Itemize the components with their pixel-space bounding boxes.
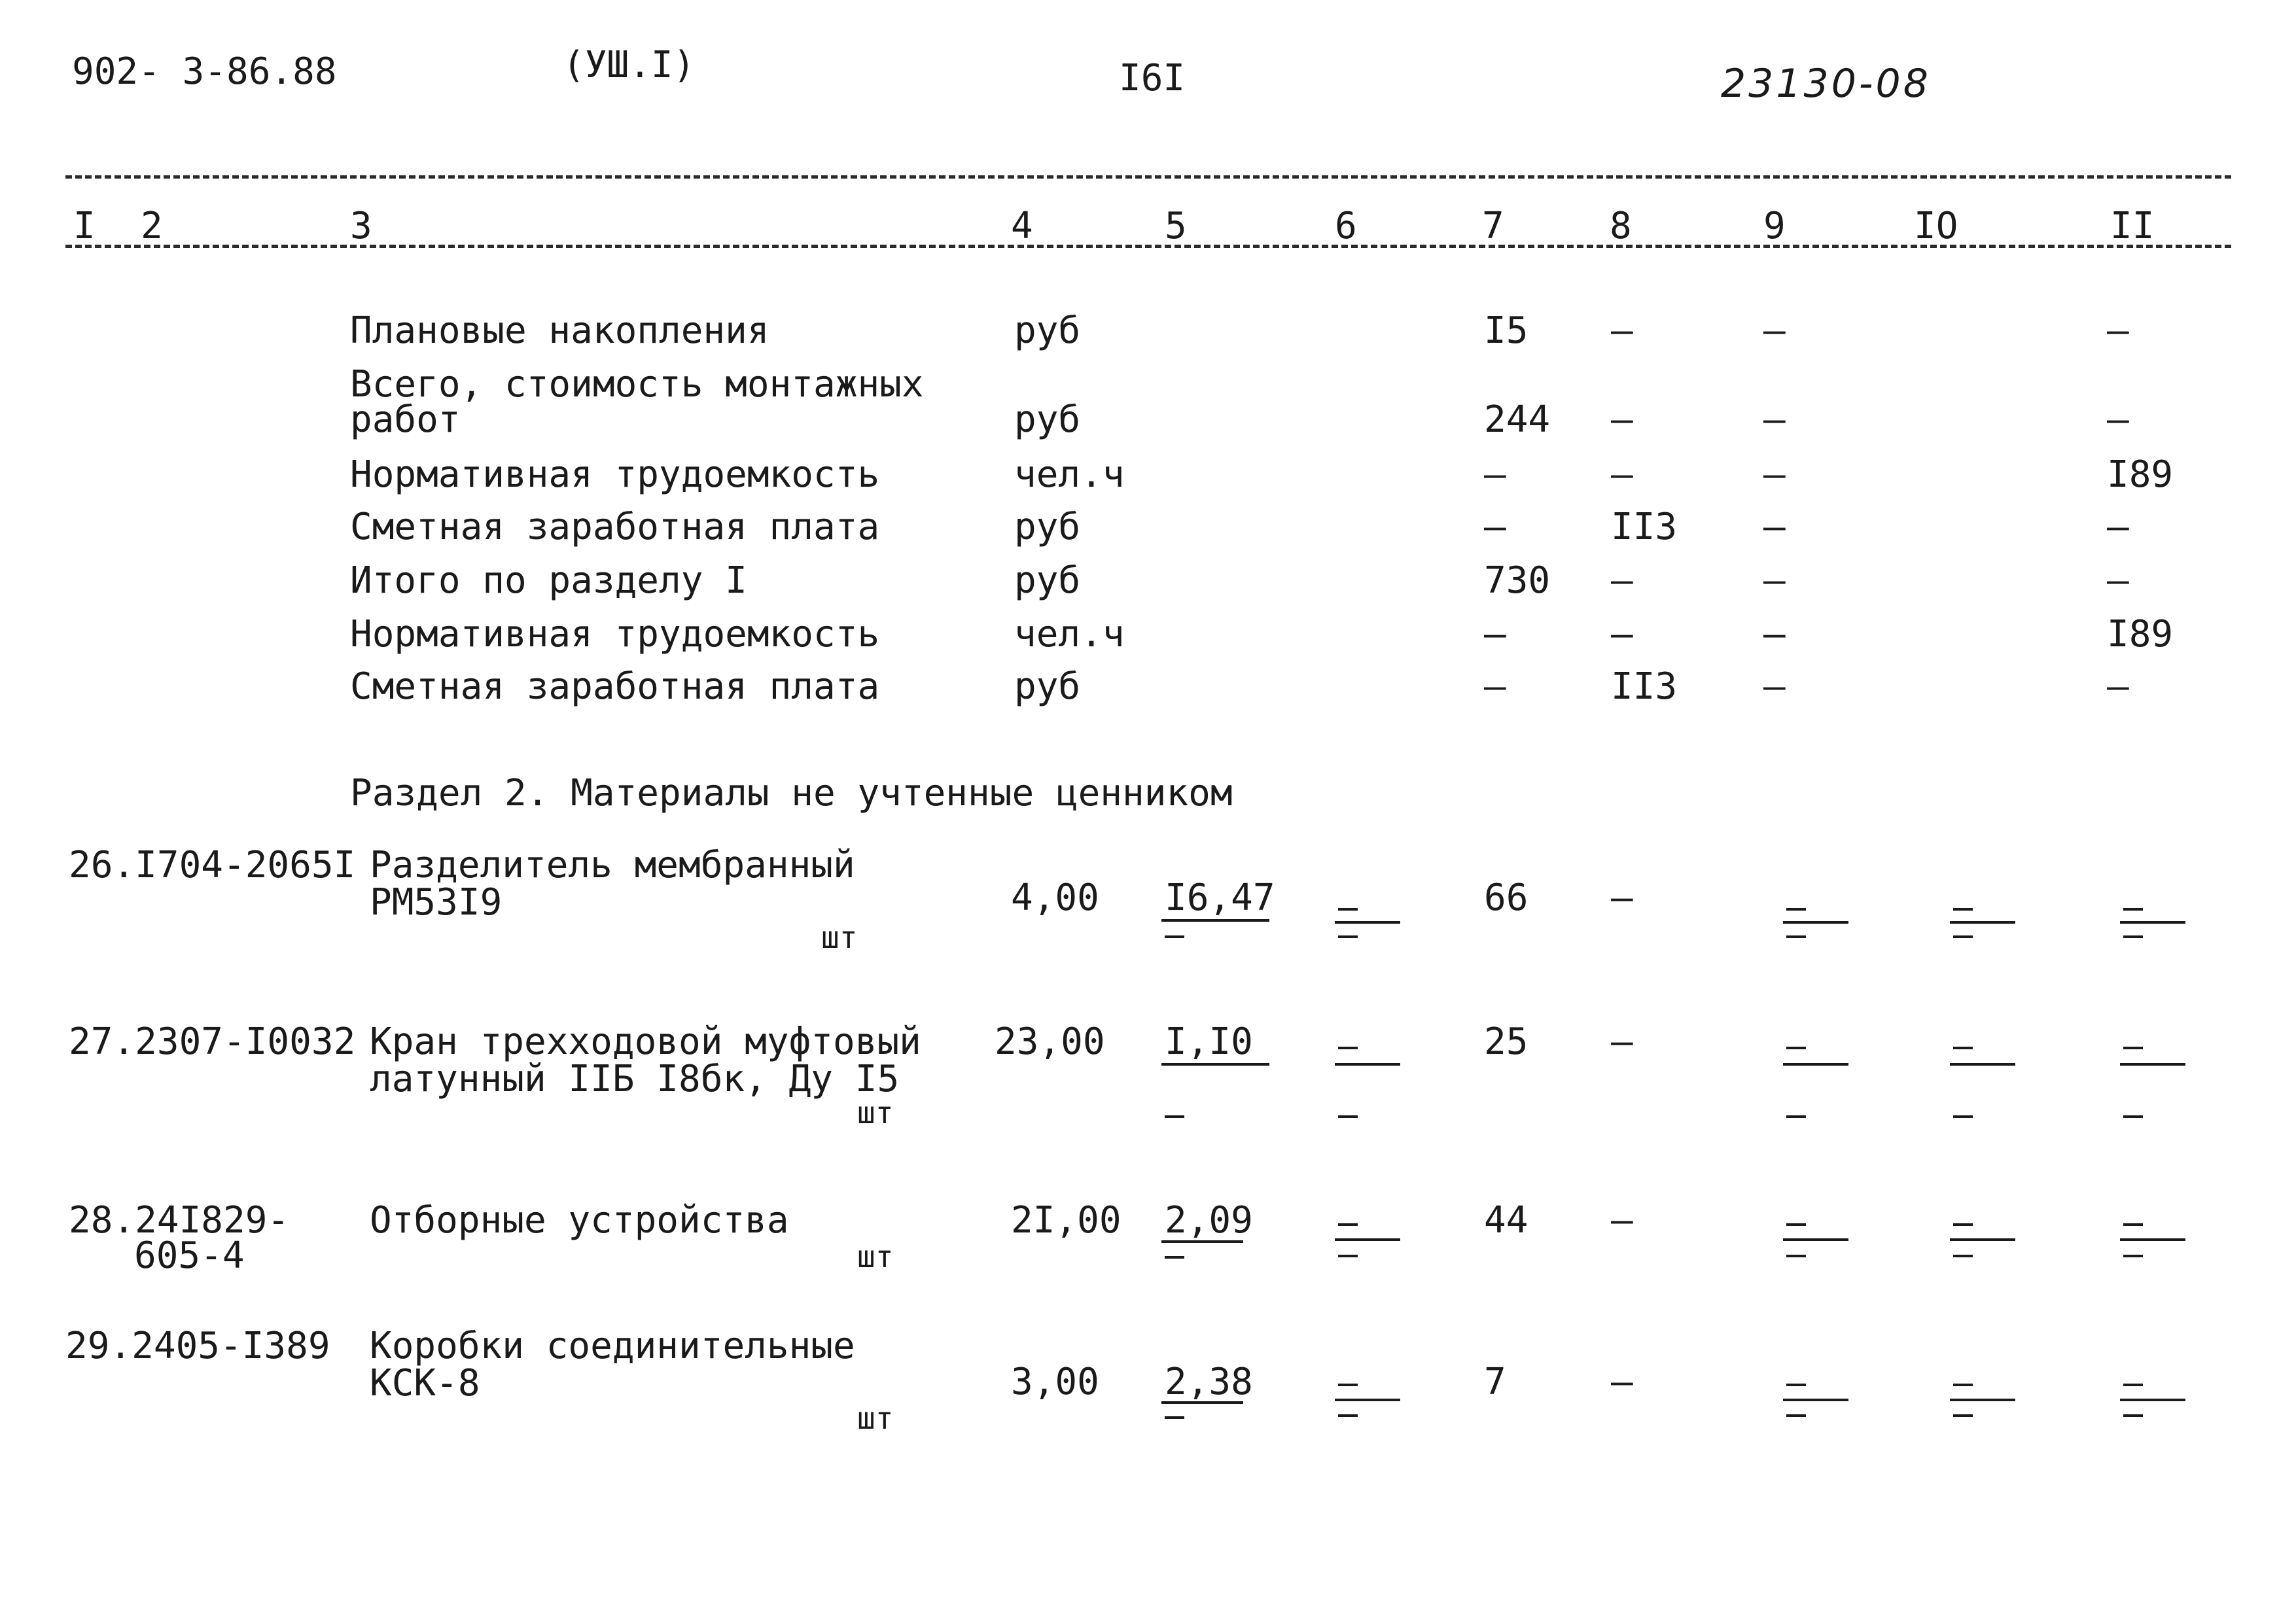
dash-mark <box>1953 1223 1973 1226</box>
item-unit: шт <box>857 1239 894 1274</box>
item-code-cont: 605-4 <box>134 1234 245 1277</box>
row-unit: руб <box>1014 506 1081 548</box>
column-header: 2 <box>141 205 163 247</box>
dash-mark <box>1953 1255 1973 1257</box>
dash-mark <box>2123 1384 2143 1386</box>
row-col9: – <box>1763 665 1786 708</box>
row-col8: – <box>1611 309 1633 352</box>
row-col11: I89 <box>2107 453 2174 496</box>
dash-mark <box>2123 908 2143 911</box>
item-name: Коробки соединительные <box>370 1325 855 1367</box>
row-col8: – <box>1611 559 1633 602</box>
item-code: 29.2405-I389 <box>65 1325 330 1367</box>
underline <box>1783 1063 1848 1066</box>
item-total: 66 <box>1484 877 1528 919</box>
dash-mark <box>1165 1416 1184 1419</box>
header-bottom-rule <box>65 245 2231 248</box>
volume-label: (УШ.I) <box>563 44 696 86</box>
underline <box>1161 1240 1243 1243</box>
underline <box>1950 1399 2015 1401</box>
item-total: 44 <box>1484 1199 1528 1242</box>
item-price: I,I0 <box>1165 1021 1253 1063</box>
row-col9: – <box>1763 398 1786 441</box>
underline <box>1335 1399 1400 1401</box>
row-col11: – <box>2107 559 2129 602</box>
section-title: Раздел 2. Материалы не учтенные ценником <box>350 772 1233 814</box>
dash-mark <box>1338 908 1358 911</box>
row-name: Нормативная трудоемкость <box>350 453 880 496</box>
underline <box>1161 1063 1269 1066</box>
dash-mark <box>1338 1047 1358 1049</box>
row-col8: – <box>1611 453 1633 496</box>
underline <box>1335 921 1400 924</box>
dash-mark <box>1165 1115 1184 1118</box>
item-unit: шт <box>821 920 858 955</box>
row-col11: – <box>2107 506 2129 548</box>
underline <box>1783 1238 1848 1241</box>
item-unit: шт <box>857 1095 894 1130</box>
dash-mark <box>1953 1115 1973 1118</box>
column-header: 6 <box>1335 205 1357 247</box>
row-col7: I5 <box>1484 309 1528 352</box>
underline <box>1950 1063 2015 1066</box>
row-col8: II3 <box>1611 665 1678 708</box>
column-header: IO <box>1914 205 1958 247</box>
row-col7: 244 <box>1484 398 1551 441</box>
row-col9: – <box>1763 559 1786 602</box>
underline <box>2120 1063 2185 1066</box>
item-qty: 23,00 <box>995 1021 1105 1063</box>
row-col9: – <box>1763 453 1786 496</box>
row-col7: 730 <box>1484 559 1551 602</box>
item-total: 25 <box>1484 1021 1528 1063</box>
dash-mark <box>1338 1223 1358 1226</box>
dash-mark <box>1953 1384 1973 1386</box>
row-name-cont: работ <box>350 398 461 441</box>
row-col8: – <box>1611 613 1633 655</box>
page-number: I6I <box>1119 57 1186 99</box>
item-qty: 2I,00 <box>1011 1199 1122 1242</box>
column-header: 3 <box>350 205 372 247</box>
item-qty: 4,00 <box>1011 877 1099 919</box>
item-code: 26.I704-2065I <box>69 844 356 886</box>
dash-mark <box>1786 1384 1806 1386</box>
dash-mark <box>1338 1414 1358 1417</box>
dash-mark <box>1953 1414 1973 1417</box>
underline <box>1783 921 1848 924</box>
dash-mark <box>1338 935 1358 938</box>
dash-mark <box>1338 1384 1358 1386</box>
dash-mark <box>1338 1255 1358 1257</box>
row-unit: чел.ч <box>1014 453 1125 496</box>
row-col8: II3 <box>1611 506 1678 548</box>
item-name: Отборные устройства <box>370 1199 789 1242</box>
dash-mark <box>1165 935 1184 938</box>
row-col9: – <box>1763 309 1786 352</box>
underline <box>1161 919 1269 922</box>
underline <box>1335 1063 1400 1066</box>
row-unit: чел.ч <box>1014 613 1125 655</box>
row-col11: – <box>2107 398 2129 441</box>
underline <box>1335 1238 1400 1241</box>
dash-mark <box>2123 1047 2143 1049</box>
row-col7: – <box>1484 613 1506 655</box>
underline <box>2120 1399 2185 1401</box>
column-header: I <box>73 205 96 247</box>
column-header: 7 <box>1482 205 1504 247</box>
item-unit: шт <box>857 1401 894 1436</box>
inventory-number: 23130-08 <box>1721 61 1931 107</box>
item-qty: 3,00 <box>1011 1361 1099 1403</box>
item-col8: – <box>1611 1199 1633 1242</box>
column-header: 5 <box>1165 205 1187 247</box>
dash-mark <box>1786 935 1806 938</box>
dash-mark <box>1786 1255 1806 1257</box>
column-header: 4 <box>1011 205 1033 247</box>
row-unit: руб <box>1014 309 1081 352</box>
row-col9: – <box>1763 613 1786 655</box>
row-name: Итого по разделу I <box>350 559 747 602</box>
item-code: 27.2307-I0032 <box>69 1021 356 1063</box>
dash-mark <box>1953 935 1973 938</box>
item-price: 2,38 <box>1165 1361 1253 1403</box>
dash-mark <box>1165 1256 1184 1259</box>
dash-mark <box>2123 1223 2143 1226</box>
item-total: 7 <box>1484 1361 1506 1403</box>
underline <box>1783 1399 1848 1401</box>
row-name: Сметная заработная плата <box>350 506 880 548</box>
item-col8: – <box>1611 1361 1633 1403</box>
row-name: Всего, стоимость монтажных <box>350 363 924 406</box>
row-unit: руб <box>1014 559 1081 602</box>
item-col8: – <box>1611 877 1633 919</box>
underline <box>1950 921 2015 924</box>
row-col11: I89 <box>2107 613 2174 655</box>
item-name-cont: РМ53I9 <box>370 881 503 924</box>
column-header: II <box>2110 205 2155 247</box>
dash-mark <box>1786 1223 1806 1226</box>
row-col7: – <box>1484 453 1506 496</box>
header-top-rule <box>65 175 2231 179</box>
item-price: I6,47 <box>1165 877 1275 919</box>
dash-mark <box>1953 1047 1973 1049</box>
item-name: Кран трехходовой муфтовый <box>370 1021 921 1063</box>
underline <box>1161 1401 1243 1404</box>
row-unit: руб <box>1014 665 1081 708</box>
row-unit: руб <box>1014 398 1081 441</box>
underline <box>1950 1238 2015 1241</box>
row-name: Нормативная трудоемкость <box>350 613 880 655</box>
dash-mark <box>2123 1255 2143 1257</box>
column-header: 9 <box>1763 205 1786 247</box>
dash-mark <box>2123 1115 2143 1118</box>
row-col11: – <box>2107 309 2129 352</box>
dash-mark <box>1338 1115 1358 1118</box>
dash-mark <box>1786 908 1806 911</box>
row-col11: – <box>2107 665 2129 708</box>
item-name-cont: латунный IIБ I8бк, Ду I5 <box>370 1058 900 1100</box>
dash-mark <box>1953 908 1973 911</box>
dash-mark <box>1786 1047 1806 1049</box>
row-col8: – <box>1611 398 1633 441</box>
item-name: Разделитель мембранный <box>370 844 855 886</box>
row-col7: – <box>1484 665 1506 708</box>
dash-mark <box>2123 1414 2143 1417</box>
document-code: 902- 3-86.88 <box>72 50 337 93</box>
row-name: Сметная заработная плата <box>350 665 880 708</box>
dash-mark <box>1786 1414 1806 1417</box>
item-name-cont: КСК-8 <box>370 1362 480 1405</box>
dash-mark <box>2123 935 2143 938</box>
row-name: Плановые накопления <box>350 309 769 352</box>
item-price: 2,09 <box>1165 1199 1253 1242</box>
item-code: 28.24I829- <box>69 1199 290 1242</box>
row-col7: – <box>1484 506 1506 548</box>
underline <box>2120 1238 2185 1241</box>
column-header: 8 <box>1610 205 1632 247</box>
row-col9: – <box>1763 506 1786 548</box>
dash-mark <box>1786 1115 1806 1118</box>
item-col8: – <box>1611 1021 1633 1063</box>
underline <box>2120 921 2185 924</box>
